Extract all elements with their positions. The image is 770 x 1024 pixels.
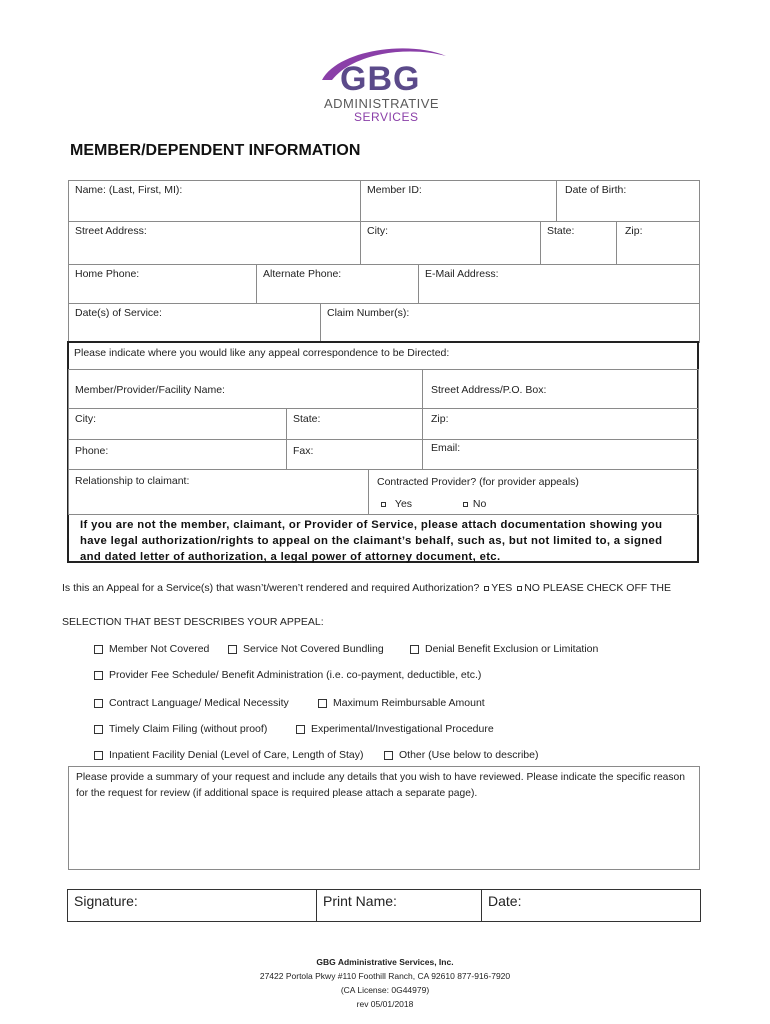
state-label: State: [547, 225, 575, 237]
authorization-continuation: SELECTION THAT BEST DESCRIBES YOUR APPEAL: [62, 616, 324, 628]
correspondence-header: Please indicate where you would like any appeal correspondence to be Directed: [74, 347, 450, 359]
name-label: Name: (Last, First, MI): [75, 184, 183, 196]
footer [0, 955, 770, 1011]
print-name-field[interactable] [316, 889, 482, 922]
auth-yes-checkbox[interactable] [484, 586, 489, 591]
logo-brand: GBG [340, 60, 421, 98]
dates-of-service-label: Date(s) of Service: [75, 307, 162, 319]
contracted-provider-field [368, 469, 699, 515]
option-label: Denial Benefit Exclusion or Limitation [425, 643, 599, 655]
no-label: No [472, 498, 487, 510]
street-field[interactable] [68, 221, 361, 265]
corr-city-label: City: [75, 413, 96, 425]
corr-state-field[interactable] [286, 408, 423, 440]
summary-textarea[interactable] [68, 766, 700, 870]
print-name-label: Print Name: [323, 893, 397, 909]
dates-of-service-field[interactable] [68, 303, 321, 343]
option-provider-fee[interactable] [94, 669, 481, 681]
auth-no-checkbox[interactable] [517, 586, 522, 591]
option-label: Other (Use below to describe) [399, 749, 539, 761]
checkbox-icon[interactable] [410, 645, 419, 654]
corr-email-label: Email: [431, 442, 461, 454]
signature-field[interactable] [67, 889, 317, 922]
logo-line1: ADMINISTRATIVE [324, 96, 440, 111]
member-id-field[interactable] [360, 180, 557, 222]
option-experimental[interactable] [296, 723, 494, 735]
corr-street-label: Street Address/P.O. Box: [431, 384, 547, 396]
alt-phone-field[interactable] [256, 264, 419, 304]
option-label: Service Not Covered Bundling [243, 643, 384, 655]
option-label: Inpatient Facility Denial (Level of Care, Length of Stay) [109, 749, 364, 761]
street-label: Street Address: [75, 225, 147, 237]
state-field[interactable] [540, 221, 617, 265]
corr-street-field[interactable] [422, 369, 699, 409]
corr-phone-label: Phone: [75, 445, 109, 457]
contracted-no-option[interactable] [461, 498, 486, 510]
option-label: Member Not Covered [109, 643, 210, 655]
option-label: Provider Fee Schedule/ Benefit Administration (i.e. co-payment, deductible, etc.) [109, 669, 482, 681]
claim-numbers-field[interactable] [320, 303, 700, 343]
name-field[interactable] [68, 180, 361, 222]
footer-license: (CA License: 0G44979) [340, 985, 430, 995]
zip-field[interactable] [616, 221, 700, 265]
corr-fax-field[interactable] [286, 439, 423, 470]
home-phone-label: Home Phone: [75, 268, 140, 280]
corr-fax-label: Fax: [293, 445, 314, 457]
corr-phone-field[interactable] [68, 439, 287, 470]
city-label: City: [367, 225, 388, 237]
option-other[interactable] [384, 749, 538, 761]
checkbox-icon[interactable] [318, 699, 327, 708]
company-logo [318, 44, 454, 124]
corr-name-label: Member/Provider/Facility Name: [75, 384, 225, 396]
checkbox-icon[interactable] [94, 671, 103, 680]
option-inpatient[interactable] [94, 749, 363, 761]
option-label: Timely Claim Filing (without proof) [109, 723, 268, 735]
option-denial-benefit[interactable] [410, 643, 598, 655]
zip-label: Zip: [625, 225, 643, 237]
corr-zip-field[interactable] [422, 408, 699, 440]
checkbox-icon[interactable] [384, 751, 393, 760]
option-timely-filing[interactable] [94, 723, 267, 735]
email-field[interactable] [418, 264, 700, 304]
checkbox-icon[interactable] [228, 645, 237, 654]
checkbox-icon[interactable] [296, 725, 305, 734]
option-label: Experimental/Investigational Procedure [311, 723, 494, 735]
date-field[interactable] [481, 889, 701, 922]
dob-label: Date of Birth: [565, 184, 627, 196]
option-service-not-covered[interactable] [228, 643, 384, 655]
claim-numbers-label: Claim Number(s): [327, 307, 410, 319]
footer-address: 27422 Portola Pkwy #110 Foothill Ranch, CA 92610 877-916-7920 [259, 971, 511, 981]
corr-city-field[interactable] [68, 408, 287, 440]
yes-label: Yes [394, 498, 413, 510]
checkbox-icon[interactable] [94, 645, 103, 654]
option-contract-language[interactable] [94, 697, 289, 709]
date-label: Date: [488, 893, 522, 909]
email-label: E-Mail Address: [425, 268, 499, 280]
option-member-not-covered[interactable] [94, 643, 209, 655]
option-label: Contract Language/ Medical Necessity [109, 697, 289, 709]
corr-email-field[interactable] [422, 439, 699, 470]
city-field[interactable] [360, 221, 541, 265]
option-max-reimbursable[interactable] [318, 697, 485, 709]
checkbox-icon[interactable] [94, 725, 103, 734]
corr-state-label: State: [293, 413, 321, 425]
yes-checkbox[interactable] [381, 502, 386, 507]
legal-notice: If you are not the member, claimant, or Provider of Service, please attach documentation showing you have legal authorization/rights to appeal on the claimant’s behalf, such as, but not limited to, a signed and dated letter of authorization, a legal power of attorney document, etc. [80, 519, 663, 563]
relationship-field[interactable] [68, 469, 369, 515]
signature-label: Signature: [74, 893, 138, 909]
alt-phone-label: Alternate Phone: [263, 268, 342, 280]
relationship-label: Relationship to claimant: [75, 475, 190, 487]
no-checkbox[interactable] [463, 502, 468, 507]
summary-instructions: Please provide a summary of your request and include any details that you wish to have reviewed. Please indicate the specific reason for the request for review (if additional space is required please attach a separate page). [76, 772, 685, 799]
auth-no-label: NO PLEASE CHECK OFF THE [524, 582, 672, 594]
home-phone-field[interactable] [68, 264, 257, 304]
checkbox-icon[interactable] [94, 699, 103, 708]
dob-field[interactable] [556, 180, 700, 222]
section-title: MEMBER/DEPENDENT INFORMATION [70, 142, 361, 159]
footer-rev: rev 05/01/2018 [356, 999, 414, 1009]
footer-company: GBG Administrative Services, Inc. [316, 957, 454, 967]
member-id-label: Member ID: [367, 184, 422, 196]
corr-name-field[interactable] [68, 369, 423, 409]
contracted-yes-option[interactable] [379, 498, 412, 510]
authorization-question [62, 582, 671, 594]
auth-yes-label: YES [491, 582, 513, 594]
corr-zip-label: Zip: [431, 413, 449, 425]
contracted-provider-label: Contracted Provider? (for provider appeals) [377, 476, 579, 488]
logo-line2: SERVICES [354, 110, 419, 124]
option-label: Maximum Reimbursable Amount [333, 697, 485, 709]
checkbox-icon[interactable] [94, 751, 103, 760]
authorization-question-text: Is this an Appeal for a Service(s) that wasn’t/weren’t rendered and required Authorization? [62, 582, 480, 594]
